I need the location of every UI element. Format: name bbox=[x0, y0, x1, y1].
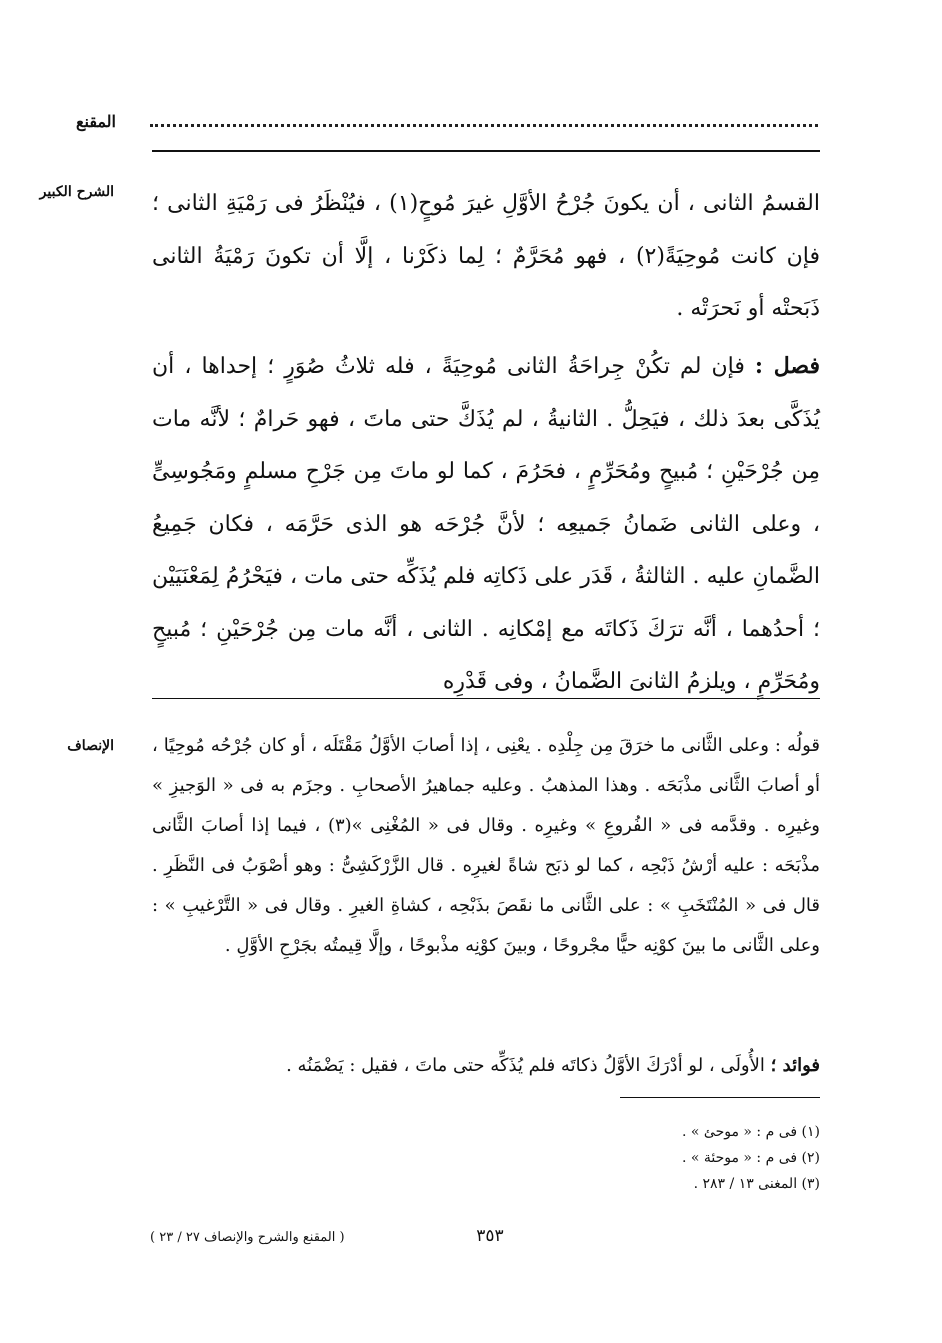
header-dotted-line bbox=[150, 108, 818, 127]
insaf-paragraph-2-text: الأُولَى ، لو أدْرَكَ الأوَّلُ ذكاتَه فلم يُذَكِّه حتى ماتَ ، فقيل : يَضْمَنُه . bbox=[286, 1055, 765, 1076]
sharh-paragraph-1 bbox=[152, 178, 820, 336]
header-rule bbox=[152, 150, 820, 152]
page-number: ٣٥٣ bbox=[476, 1226, 504, 1246]
volume-reference: ( المقنع والشرح والإنصاف ٢٧ / ٢٣ ) bbox=[150, 1230, 345, 1245]
sharh-paragraph-1-text: القسمُ الثانى ، أن يكونَ جُرْحُ الأوَّلِ غيرَ مُوحٍ(١) ، فيُنْظَرُ فى رَمْيَةِ الثانى ؛ فإن كانت مُوحِيَةً(٢) ، فهو مُحَرَّمٌ ؛ لِما ذكَرْنا ، إلَّا أن تكونَ رَمْيَةُ الثانى ذَبَحتْه أو نَحرَتْه . bbox=[152, 191, 820, 321]
insaf-paragraph-1 bbox=[152, 726, 820, 966]
sharh-paragraph-2-text: فإن لم تكُنْ جِراحَةُ الثانى مُوحِيَةً ، فله ثلاثُ صُوَرٍ ؛ إحداها ، أن يُذَكَّى بعدَ ذلك ، فيَحِلُّ . الثانيةُ ، لم يُذَكَّ حتى ماتَ ، فهو حَرامٌ ؛ لأنَّه مات مِن جُرْحَيْنِ ؛ مُبيحٍ ومُحَرِّمٍ ، فحَرُمَ ، كما لو ماتَ مِن جَرْحِ مسلمٍ ومَجُوسِىٍّ ، وعلى الثانى ضَمانُ جَميعِه ؛ لأنَّ جُرْحَه هو الذى حَرَّمَه ، فكان جَمِيعُ الضَّمانِ عليه . الثالثةُ ، قَدَر على ذَكاتِه فلم يُذَكِّه حتى مات ، فيَحْرُمُ لِمَعْنَيَيْن ؛ أحدُهما ، أنَّه ترَكَ ذَكاتَه مع إمْكانِه . الثانى ، أنَّه مات مِن جُرْحَيْنِ ؛ مُبيحٍ ومُحَرِّمٍ ، ويلزمُ الثانىَ الضَّمانُ ، وفى قَدْرِه bbox=[152, 354, 820, 694]
book-title-header: المقنع bbox=[75, 112, 116, 131]
section-divider bbox=[152, 698, 820, 699]
footnote-3: (٣) المغنى ١٣ / ٢٨٣ . bbox=[693, 1176, 820, 1192]
sharh-paragraph-2 bbox=[152, 340, 820, 709]
side-label-sharh: الشرح الكبير bbox=[39, 184, 114, 200]
fasl-heading: فصل : bbox=[754, 353, 821, 379]
fawaid-heading: فوائد ؛ bbox=[770, 1055, 820, 1076]
insaf-paragraph-1-text: قولُه : وعلى الثَّانى ما خرَقَ مِن جِلْدِه . يعْنِى ، إذا أصابَ الأوَّلُ مَقْتَلَه ، أو كان جُرْحُه مُوحِيًا ، أو أصابَ الثَّانى مذْبَحَه . وهذا المذهبُ . وعليه جماهيرُ الأصحابِ . وجزَم به فى « الوَجيزِ » وغيرِه . وقدَّمه فى « الفُروعِ » وغيرِه . وقال فى « المُغْنِى »(٣) ، فيما إذا أصابَ الثَّانى مذْبَحَه : عليه أرْشُ ذَبْحِه ، كما لو ذبَح شاةً لغيرِه . قال الزَّرْكَشِىُّ : وهو أصْوَبُ فى النَّظَرِ . قال فى « المُنْتَخَبِ » : على الثَّانى ما نقَصَ بذَبْحِه ، كشاةِ الغيرِ . وقال فى « التَّرْغيبِ » : وعلى الثَّانى ما بينَ كوْنِه حيًّا مجْروحًا ، وبينَ كوْنِه مذْبوحًا ، وإلَّا قِيمتُه بجَرْحِ الأوَّلِ . bbox=[152, 735, 820, 956]
side-label-insaf: الإنصاف bbox=[67, 738, 114, 754]
footnote-2: (٢) فى م : « موحئة » . bbox=[681, 1150, 820, 1166]
footnote-1: (١) فى م : « موحئ » . bbox=[682, 1124, 820, 1140]
insaf-paragraph-2 bbox=[152, 1046, 820, 1086]
footnote-rule bbox=[620, 1097, 820, 1098]
